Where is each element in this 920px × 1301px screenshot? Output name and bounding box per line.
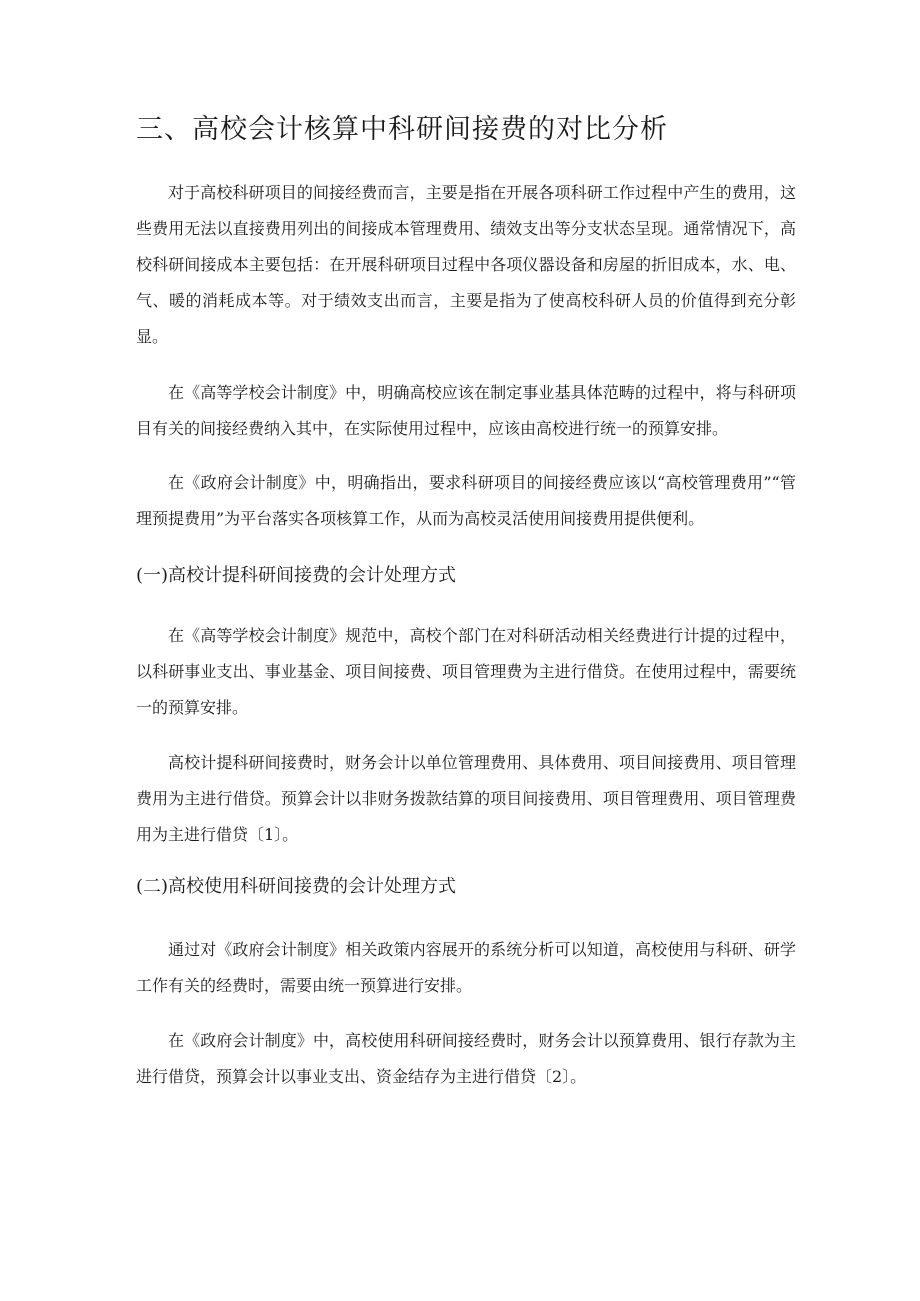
paragraph-accrual-entries: 高校计提科研间接费时，财务会计以单位管理费用、具体费用、项目间接费用、项目管理费用为主进行借贷。预算会计以非财务拨款结算的项目间接费用、项目管理费用、项目管理费用为主进行借贷〔1〕。 <box>136 753 796 844</box>
paragraph-government-accounting-system: 在《政府会计制度》中，明确指出，要求科研项目的间接经费应该以“高校管理费用”“管理预提费用”为平台落实各项核算工作，从而为高校灵活使用间接费用提供便利。 <box>136 473 796 528</box>
subsection-heading-accrual: (一)高校计提科研间接费的会计处理方式 <box>136 565 457 586</box>
section-title: 三、高校会计核算中科研间接费的对比分析 <box>136 114 668 145</box>
paragraph-usage-analysis: 通过对《政府会计制度》相关政策内容展开的系统分析可以知道，高校使用与科研、研学工作有关的经费时，需要由统一预算进行安排。 <box>136 940 796 995</box>
paragraph-indirect-costs-definition: 对于高校科研项目的间接经费而言，主要是指在开展各项科研工作过程中产生的费用，这些费用无法以直接费用列出的间接成本管理费用、绩效支出等分支状态呈现。通常情况下，高校科研间接成本主要包括：在开展科研项目过程中各项仪器设备和房屋的折旧成本，水、电、气、暖的消耗成本等。对于绩效支出而言，主要是指为了使高校科研人员的价值得到充分彰显。 <box>136 183 796 346</box>
paragraph-accrual-standard: 在《高等学校会计制度》规范中，高校个部门在对科研活动相关经费进行计提的过程中，以科研事业支出、事业基金、项目间接费、项目管理费为主进行借贷。在使用过程中，需要统一的预算安排。 <box>136 626 796 717</box>
subsection-heading-usage: (二)高校使用科研间接费的会计处理方式 <box>136 876 457 897</box>
paragraph-university-accounting-system: 在《高等学校会计制度》中，明确高校应该在制定事业基具体范畴的过程中，将与科研项目有关的间接经费纳入其中，在实际使用过程中，应该由高校进行统一的预算安排。 <box>136 383 796 438</box>
paragraph-usage-entries: 在《政府会计制度》中，高校使用科研间接经费时，财务会计以预算费用、银行存款为主进行借贷，预算会计以事业支出、资金结存为主进行借贷〔2〕。 <box>136 1031 796 1086</box>
